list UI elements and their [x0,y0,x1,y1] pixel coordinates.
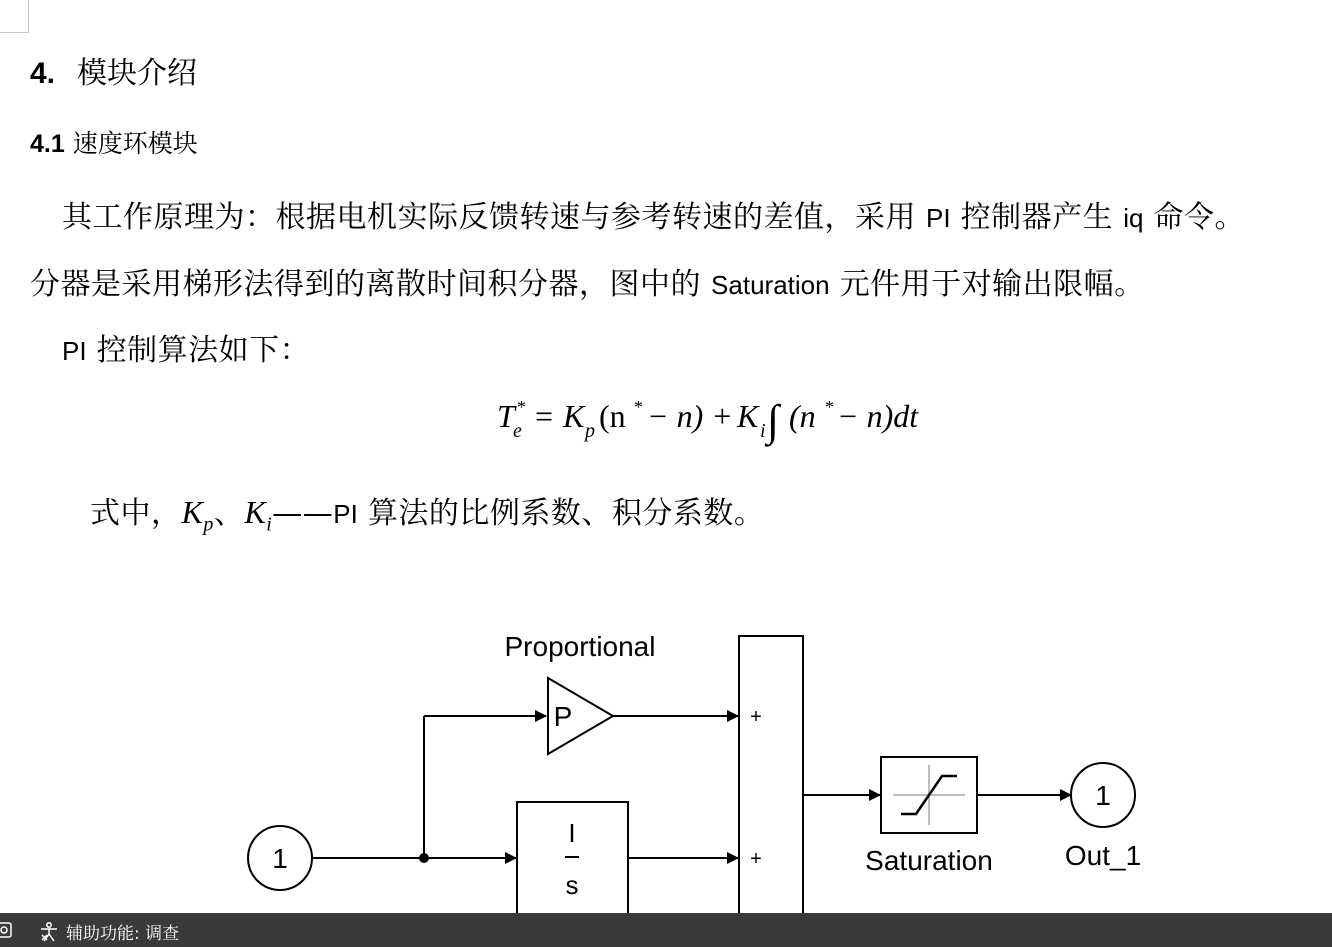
paragraph-coefficients [90,488,764,536]
integrator-numerator: I [568,818,576,848]
text-run: 元件用于对输出限幅。 [829,267,1145,302]
formula-Ki-sub: i [760,420,766,442]
formula-star1: * [634,397,643,417]
text-run: 控制算法如下： [86,333,311,368]
paragraph-integrator [30,259,1145,303]
text-run: 算法的比例系数、积分系数。 [357,496,765,531]
saturation-block[interactable] [881,757,977,833]
sum-plus-bottom: + [750,848,762,870]
subsection-title: 速度环模块 [72,129,198,158]
pi-formula [497,393,937,453]
sum-block[interactable] [739,636,803,926]
coef-Kp [181,494,214,536]
text-run: 分器是采用梯形法得到的离散时间积分器，图中的 [30,267,712,302]
formula-minus-n1: − n) + [647,398,733,434]
formula-Ki: K [737,398,759,434]
coef-Kp-letter: K [181,494,204,530]
text-run: 其工作原理为：根据电机实际反馈转速与参考转速的差值，采用 [62,200,927,235]
subsection-number: 4.1 [30,130,65,158]
formula-T-sub: e [513,420,522,442]
in-port-number: 1 [272,843,288,874]
paragraph-algorithm-intro [62,325,310,369]
formula-T: T [497,398,515,434]
sum-plus-top: + [750,706,762,728]
out-port-block[interactable] [1071,763,1135,827]
text-run: PI [926,203,951,233]
page-corner-mark [0,0,29,33]
formula-term1: (n [599,398,626,434]
accessibility-status[interactable] [38,919,179,944]
text-run: PI [333,499,358,529]
formula-term2: (n [789,398,816,434]
out-port-number: 1 [1095,780,1111,811]
coef-Kp-sub: p [203,513,214,536]
formula-integral: ∫ [767,396,780,445]
section-number: 4. [30,57,56,90]
accessibility-text: 辅助功能: 调查 [66,924,180,944]
section-heading [30,48,197,92]
subsection-heading [30,124,198,160]
formula-star2: * [825,397,834,417]
text-run: 、 [213,496,245,531]
formula-Kp: K [563,398,585,434]
text-run: 式中， [90,496,182,531]
coef-Ki-sub: i [266,513,273,536]
text-run: PI [62,336,87,366]
paragraph-principle [62,192,1245,236]
formula-Kp-sub: p [585,420,595,442]
integrator-denominator: s [565,870,579,900]
text-run: iq [1123,203,1144,233]
coef-Ki [244,494,273,536]
formula-T-sup: * [517,397,526,417]
page-view-icon[interactable] [0,921,12,939]
coef-Ki-letter: K [244,494,267,530]
out-port-label: Out_1 [1064,840,1142,871]
formula-tail: − n)dt [837,398,919,434]
wire-junction-dot [419,853,429,863]
text-run: Saturation [711,270,830,300]
accessibility-icon [38,921,60,943]
formula-eq: = [535,398,554,434]
saturation-label: Saturation [865,845,993,876]
gain-symbol: P [553,701,573,732]
simulink-pi-diagram [0,560,1332,913]
status-bar [0,913,1332,947]
text-run: 控制器产生 [950,200,1124,235]
integrator-block[interactable] [517,802,628,922]
proportional-gain-block[interactable] [548,678,613,754]
text-run: —— [272,496,334,531]
proportional-label: Proportional [504,631,656,662]
text-run: 命令。 [1143,200,1245,235]
section-title: 模块介绍 [77,56,198,91]
